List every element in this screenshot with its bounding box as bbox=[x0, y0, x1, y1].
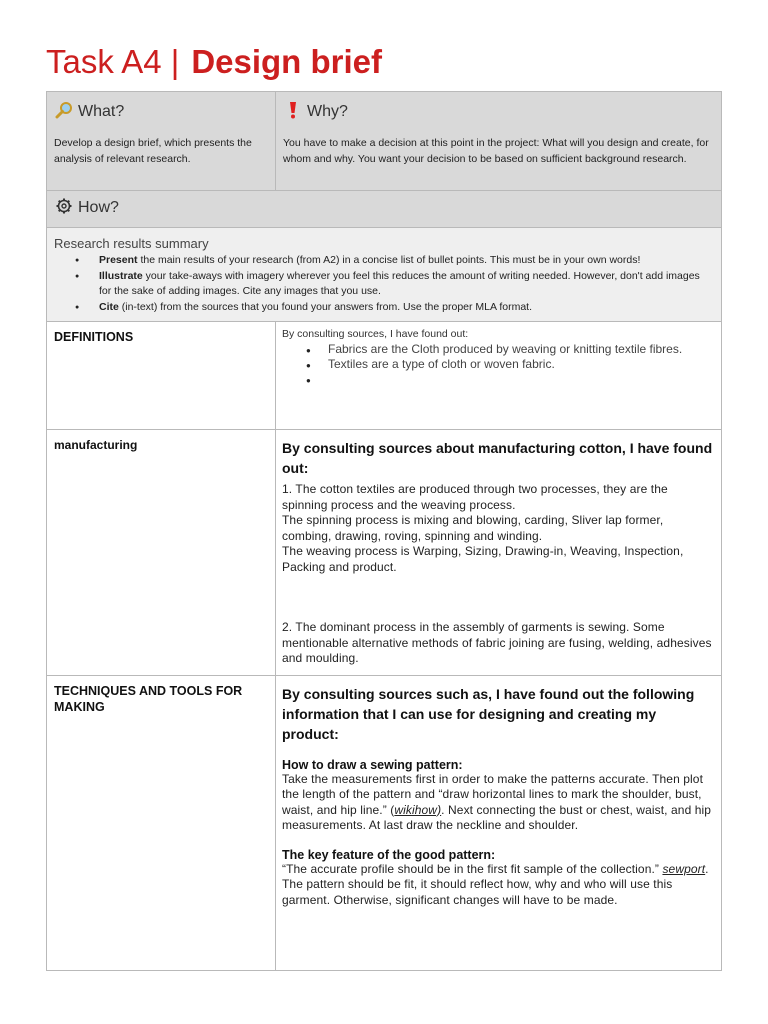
manufacturing-content-cell bbox=[276, 430, 722, 676]
techniques-row bbox=[47, 675, 722, 970]
summary-cell bbox=[47, 228, 722, 322]
manufacturing-label-cell bbox=[47, 430, 276, 676]
what-text: Develop a design brief, which presents the analysis of relevant research. bbox=[54, 137, 252, 165]
manufacturing-heading: By consulting sources about manufacturing cotton, I have found out: bbox=[282, 440, 713, 476]
summary-item: ● Illustrate your take-aways with imagery wherever you feel this reduces the amount of writing needed. However, don't add images for the sake of adding images. Cite any images that you use. bbox=[99, 269, 711, 300]
sewport-citation[interactable]: sewport bbox=[662, 861, 706, 876]
summary-title: Research results summary bbox=[54, 236, 209, 251]
key-feature-paragraph: “The accurate profile should be in the first fit sample of the collection.” sewport. The pattern should be fit, it should reflect how, why and who will use this garment. Otherwise, significant changes will have to be made. bbox=[282, 861, 709, 907]
manufacturing-p3: The weaving process is Warping, Sizing, Drawing-in, Weaving, Inspection, Packing and product. bbox=[282, 544, 684, 574]
summary-row bbox=[47, 228, 722, 322]
definitions-row bbox=[47, 322, 722, 430]
definition-item bbox=[328, 372, 713, 387]
page-title bbox=[46, 40, 382, 84]
definition-item: ● Fabrics are the Cloth produced by weaving or knitting textile fibres. bbox=[328, 342, 713, 357]
how-header bbox=[47, 191, 721, 220]
definitions-list bbox=[282, 342, 713, 387]
why-text: You have to make a decision at this point in the project: What will you design and create, for whom and why. You want your decision to be based on sufficient background research. bbox=[283, 137, 709, 165]
definitions-intro: By consulting sources, I have found out: bbox=[282, 328, 469, 340]
summary-item: ● Cite (in-text) from the sources that you found your answers from. Use the proper MLA format. bbox=[99, 300, 711, 316]
techniques-heading: By consulting sources such as, I have found out the following information that I can use for designing and creating my product: bbox=[282, 685, 695, 742]
brief-title: Design brief bbox=[191, 43, 383, 80]
manufacturing-p1: 1. The cotton textiles are produced through two processes, they are the spinning process and the weaving process. bbox=[282, 482, 668, 512]
why-header bbox=[276, 92, 721, 124]
techniques-label: TECHNIQUES AND TOOLS FOR MAKING bbox=[54, 683, 243, 714]
how-cell bbox=[47, 191, 722, 228]
definitions-label: DEFINITIONS bbox=[54, 330, 134, 344]
gear-icon bbox=[54, 198, 74, 219]
manufacturing-p4: 2. The dominant process in the assembly of garments is sewing. Some mentionable alternative methods of fabric joining are fusing, welding, adhesives and moulding. bbox=[282, 620, 712, 665]
pattern-subheading: How to draw a sewing pattern: bbox=[282, 757, 463, 772]
how-heading: How? bbox=[78, 199, 119, 216]
key-feature-subheading: The key feature of the good pattern: bbox=[282, 847, 496, 862]
design-brief-table bbox=[46, 91, 722, 971]
manufacturing-row bbox=[47, 430, 722, 676]
pattern-paragraph: Take the measurements first in order to make the patterns accurate. Then plot the length of the pattern and “draw horizontal lines to mark the shoulder, bust, waist, and hip line.” (wikihow). Next connecting the bust or chest, waist, and hip measurements. At last draw the neckline and shoulder. bbox=[282, 771, 712, 832]
manufacturing-p2: The spinning process is mixing and blowing, carding, Sliver lap former, combing, drawing, roving, spinning and winding. bbox=[282, 513, 664, 543]
task-label: Task A4 | bbox=[46, 43, 180, 80]
summary-item: ● Present the main results of your research (from A2) in a concise list of bullet points. This must be in your own words! bbox=[99, 253, 711, 269]
what-heading: What? bbox=[78, 103, 125, 120]
definitions-label-cell bbox=[47, 322, 276, 430]
why-heading: Why? bbox=[307, 103, 348, 120]
definition-item: ● Textiles are a type of cloth or woven fabric. bbox=[328, 357, 713, 372]
summary-list bbox=[47, 253, 721, 321]
how-row bbox=[47, 191, 722, 228]
definitions-content-cell bbox=[276, 322, 722, 430]
what-why-row bbox=[47, 92, 722, 191]
magnifier-icon bbox=[54, 101, 74, 124]
techniques-label-cell bbox=[47, 675, 276, 970]
manufacturing-label: manufacturing bbox=[54, 438, 138, 452]
what-cell bbox=[47, 92, 276, 191]
why-cell bbox=[276, 92, 722, 191]
what-header bbox=[47, 92, 275, 124]
wikihow-citation[interactable]: wikihow) bbox=[394, 802, 442, 817]
exclamation-icon bbox=[283, 101, 303, 124]
techniques-content-cell bbox=[276, 675, 722, 970]
